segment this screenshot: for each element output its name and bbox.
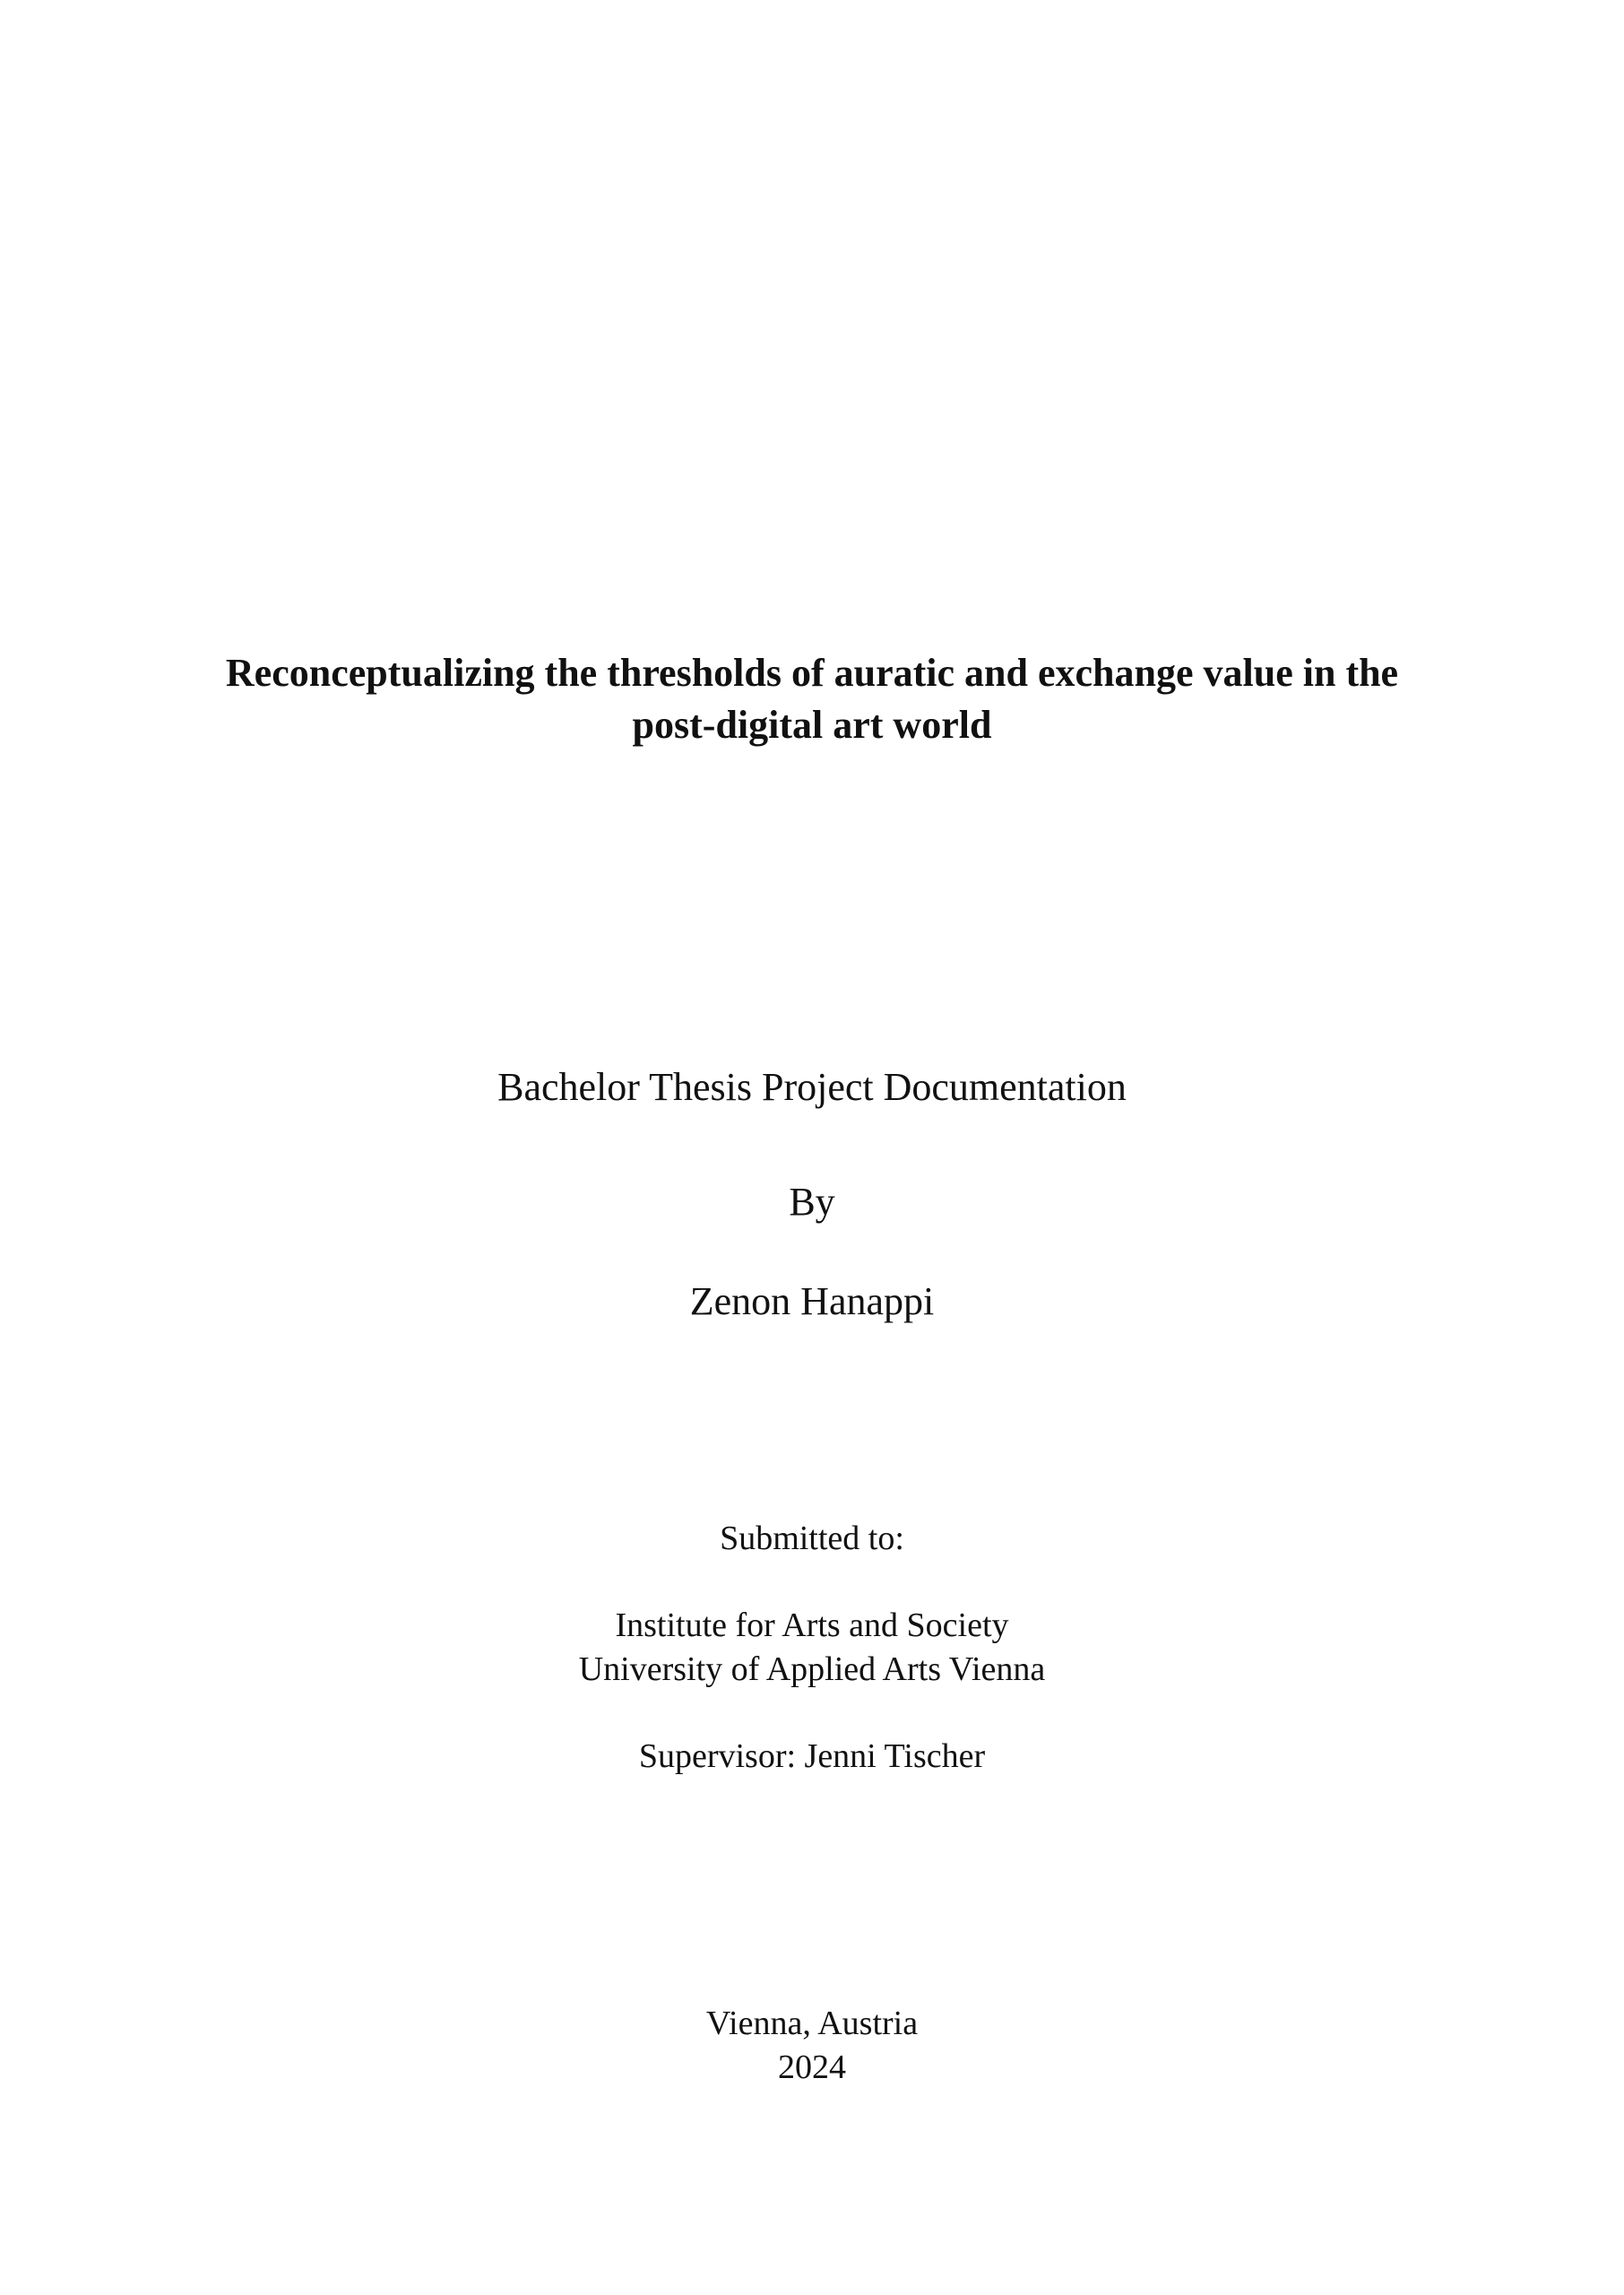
- by-label: By: [789, 1180, 835, 1224]
- university-name: University of Applied Arts Vienna: [578, 1650, 1046, 1688]
- document-type: Bachelor Thesis Project Documentation: [497, 1065, 1127, 1109]
- author-name: Zenon Hanappi: [689, 1279, 935, 1323]
- place: Vienna, Austria: [705, 2005, 919, 2042]
- thesis-title-line-2: post-digital art world: [632, 703, 992, 747]
- thesis-title-line-1: Reconceptualizing the thresholds of auratic and exchange value in the: [225, 651, 1399, 695]
- supervisor: Supervisor: Jenni Tischer: [638, 1737, 986, 1775]
- year: 2024: [778, 2048, 846, 2086]
- submitted-to-label: Submitted to:: [720, 1520, 904, 1557]
- institute-name: Institute for Arts and Society: [615, 1606, 1009, 1644]
